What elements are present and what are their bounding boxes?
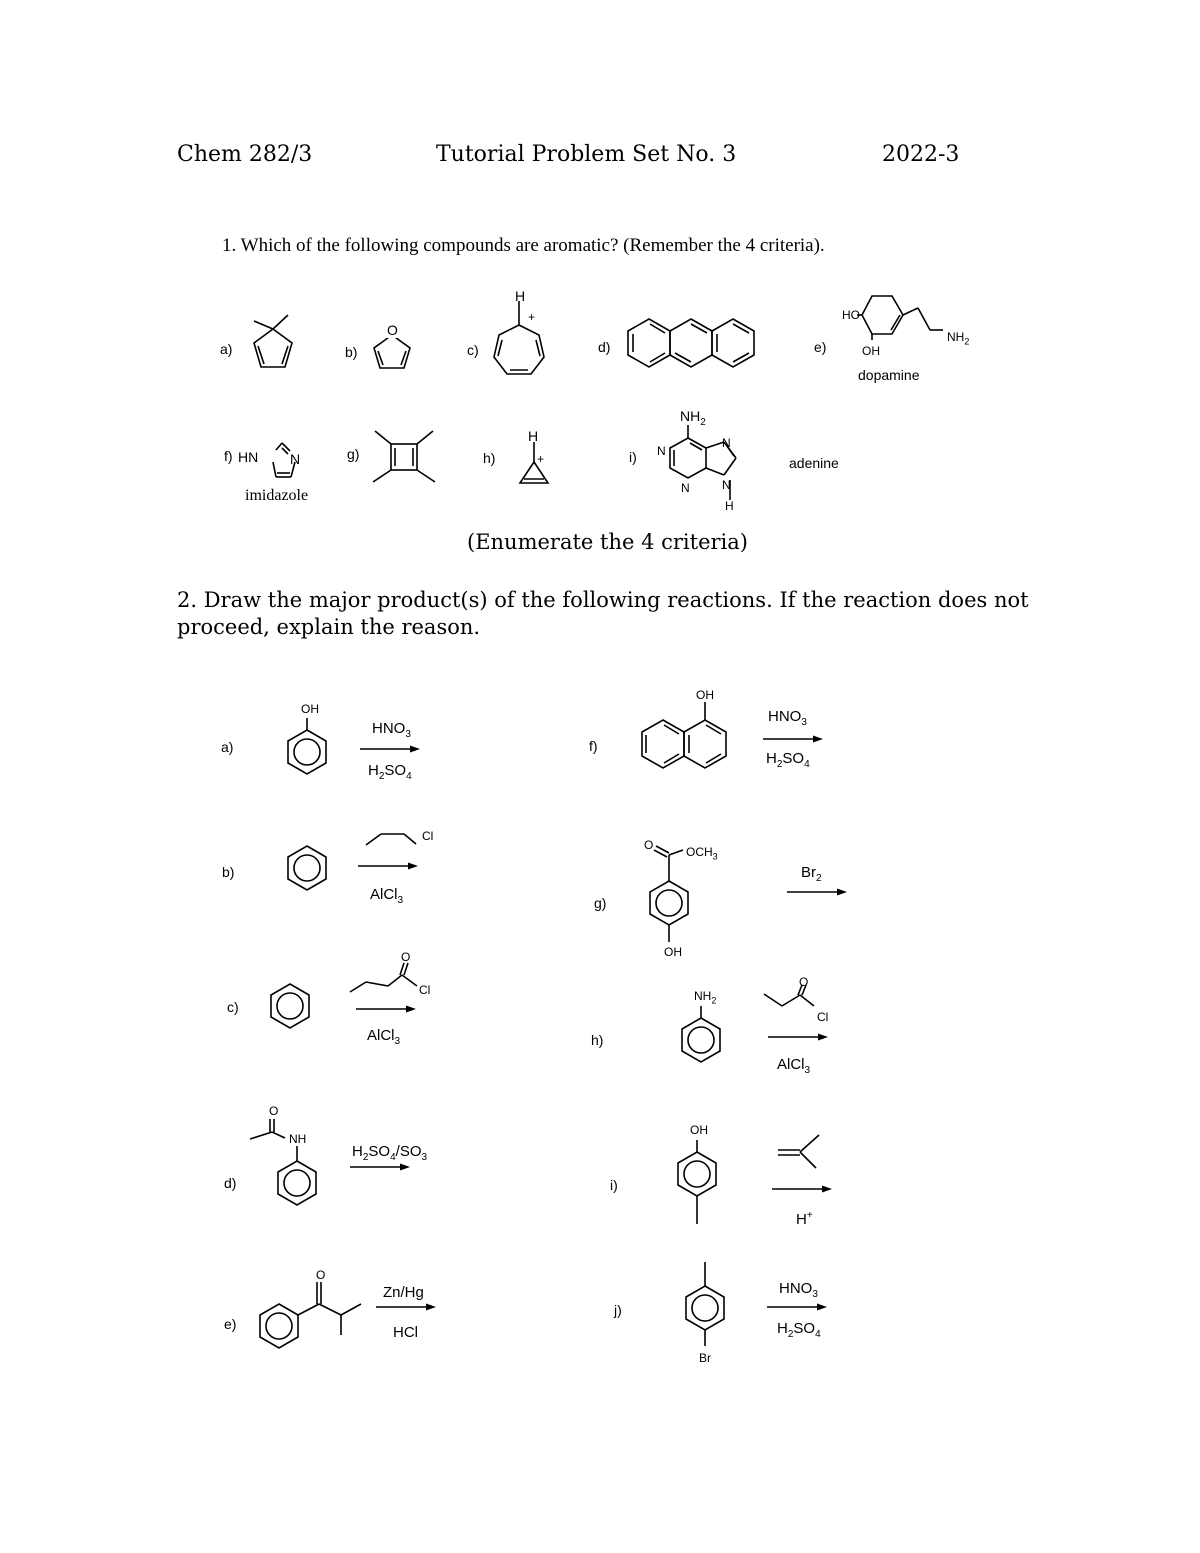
q1-label-a: a) [220,341,233,357]
q1-h-hydrogen-atom: H [528,428,539,444]
q2-c-oxygen-atom: O [401,950,411,964]
q2-i-hydroxyl-atom: OH [690,1123,708,1137]
q2-i-reaction-arrow [772,1184,834,1194]
q1-caption-dopamine: dopamine [858,367,920,383]
q1-structure-g-tetramethylcyclobutadiene [370,428,440,488]
q1-f-nh-atom: HN [238,449,259,465]
q1-structure-i-adenine [660,420,750,500]
q1-structure-h-cyclopropenyl [515,440,555,490]
document-title: Tutorial Problem Set No. 3 [436,142,737,167]
q2-b-benzene-structure [283,846,333,892]
q2-h-aniline-structure [677,1006,727,1070]
q2-label-g: g) [594,895,607,911]
q2-label-f: f) [589,738,598,754]
q2-f-reagent-top: $HNO_3$ [768,708,807,728]
q2-f-reagent-bottom: $H_2SO_4$ [766,750,810,770]
q1-e-hydroxyl-atom-OH: OH [862,344,880,358]
q2-d-nh-atom: NH [289,1132,307,1146]
q1-structure-c-tropylium [480,300,560,380]
q1-label-d: d) [598,339,611,355]
q2-label-h: h) [591,1032,604,1048]
q2-g-hydroxyl-atom: OH [664,945,682,959]
q2-label-d: d) [224,1175,237,1191]
q2-d-reaction-arrow [350,1162,412,1172]
q1-h-positive-charge: + [537,452,545,466]
q2-f-hydroxyl-atom: OH [696,688,714,702]
q1-c-positive-charge: + [528,310,536,324]
q2-j-bromine-atom: Br [699,1351,711,1365]
course-code: Chem 282/3 [177,142,313,167]
question-2-line-2: proceed, explain the reason. [177,615,481,639]
q1-structure-f-imidazole [258,440,308,482]
q2-h-amine-atom: $NH_2$ [694,989,717,1006]
q1-i-amine-atom: $NH_2$ [680,408,706,428]
q1-enumerate-note: (Enumerate the 4 criteria) [467,530,748,554]
q2-b-chlorine-atom: Cl [422,829,434,843]
q2-e-isobutyrophenone-structure [256,1268,366,1348]
q2-a-reagent-bottom: $H_2SO_4$ [368,762,412,782]
q2-g-carbonyl-oxygen-atom: O [644,838,654,852]
q2-h-reaction-arrow [768,1032,830,1042]
q1-label-i: i) [629,449,637,465]
q2-label-e: e) [224,1316,237,1332]
q2-b-reagent-bottom: AlCl$_3$ [370,886,404,906]
q2-a-reagent-top: $HNO_3$ [372,720,411,740]
q1-i-n9-atom: N [722,478,731,492]
q2-f-naphthol-structure [632,702,732,778]
q2-c-chlorine-atom: Cl [419,983,431,997]
q2-f-reaction-arrow [763,734,825,744]
q1-label-b: b) [345,344,358,360]
q2-d-reagent-top: $H_2SO_4/SO_3$ [352,1143,428,1163]
q1-i-n1-atom: N [657,444,666,458]
q2-e-reagent-bottom: HCl [393,1324,418,1341]
q2-j-reagent-bottom: $H_2SO_4$ [777,1320,821,1340]
q2-label-c: c) [227,999,239,1015]
q1-structure-d-anthracene [625,315,760,375]
q2-g-reaction-arrow [787,887,849,897]
question-1-text: 1. Which of the following compounds are aromatic? (Remember the 4 criteria). [222,235,825,256]
q2-j-reaction-arrow [767,1302,829,1312]
q2-e-oxygen-atom: O [316,1268,326,1282]
question-2-line-1: 2. Draw the major product(s) of the following reactions. If the reaction does not [177,588,1029,612]
q2-c-butanoyl-chloride-structure [350,960,430,1000]
q1-c-hydrogen-atom: H [515,288,526,304]
q1-label-f: f) [224,448,233,464]
q2-a-hydroxyl-atom: OH [301,702,319,716]
q2-j-reagent-top: $HNO_3$ [779,1280,818,1300]
q1-structure-a-dimethylcyclopentadiene [240,310,310,375]
q2-label-b: b) [222,864,235,880]
q2-h-chlorine-atom: Cl [817,1010,829,1024]
q2-c-reagent-bottom: AlCl$_3$ [367,1027,401,1047]
q2-label-i: i) [610,1177,618,1193]
q2-i-isobutylene-structure [778,1132,826,1172]
q1-i-hydrogen-atom: H [725,499,734,513]
q2-j-bromotoluene-structure [681,1262,731,1354]
q1-label-h: h) [483,450,496,466]
q2-i-reagent-bottom: H+ [796,1210,813,1228]
q2-c-benzene-structure [266,984,316,1030]
term: 2022-3 [882,142,960,167]
q2-a-reaction-arrow [360,744,422,754]
q1-label-c: c) [467,342,479,358]
q1-e-amine-atom: $NH_2$ [947,330,970,347]
q2-b-reaction-arrow [358,861,420,871]
q2-label-j: j) [614,1302,622,1318]
q1-b-oxygen-atom: O [387,322,398,338]
q2-d-oxygen-atom: O [269,1104,279,1118]
q1-i-n3-atom: N [681,481,690,495]
q2-c-reaction-arrow [356,1004,418,1014]
q1-i-n7-atom: N [722,436,731,450]
q2-g-methoxy-atom: $OCH_3$ [686,845,718,862]
q2-a-phenol-structure [283,718,333,782]
q1-label-e: e) [814,339,827,355]
q2-i-p-cresol-structure [673,1140,723,1230]
q1-caption-adenine: adenine [789,455,839,471]
q1-e-hydroxyl-atom-HO: HO [842,308,860,322]
q1-label-g: g) [347,446,360,462]
q1-caption-imidazole: imidazole [245,487,309,504]
q2-h-reagent-bottom: AlCl$_3$ [777,1056,811,1076]
q1-f-n-atom: N [290,451,301,467]
q2-e-reaction-arrow [376,1302,438,1312]
q2-g-reagent-top: $Br_2$ [801,864,822,884]
q2-label-a: a) [221,739,234,755]
q2-e-reagent-top: Zn/Hg [383,1284,424,1301]
q2-d-acetanilide-structure [245,1110,330,1210]
q2-h-oxygen-atom: O [799,975,809,989]
